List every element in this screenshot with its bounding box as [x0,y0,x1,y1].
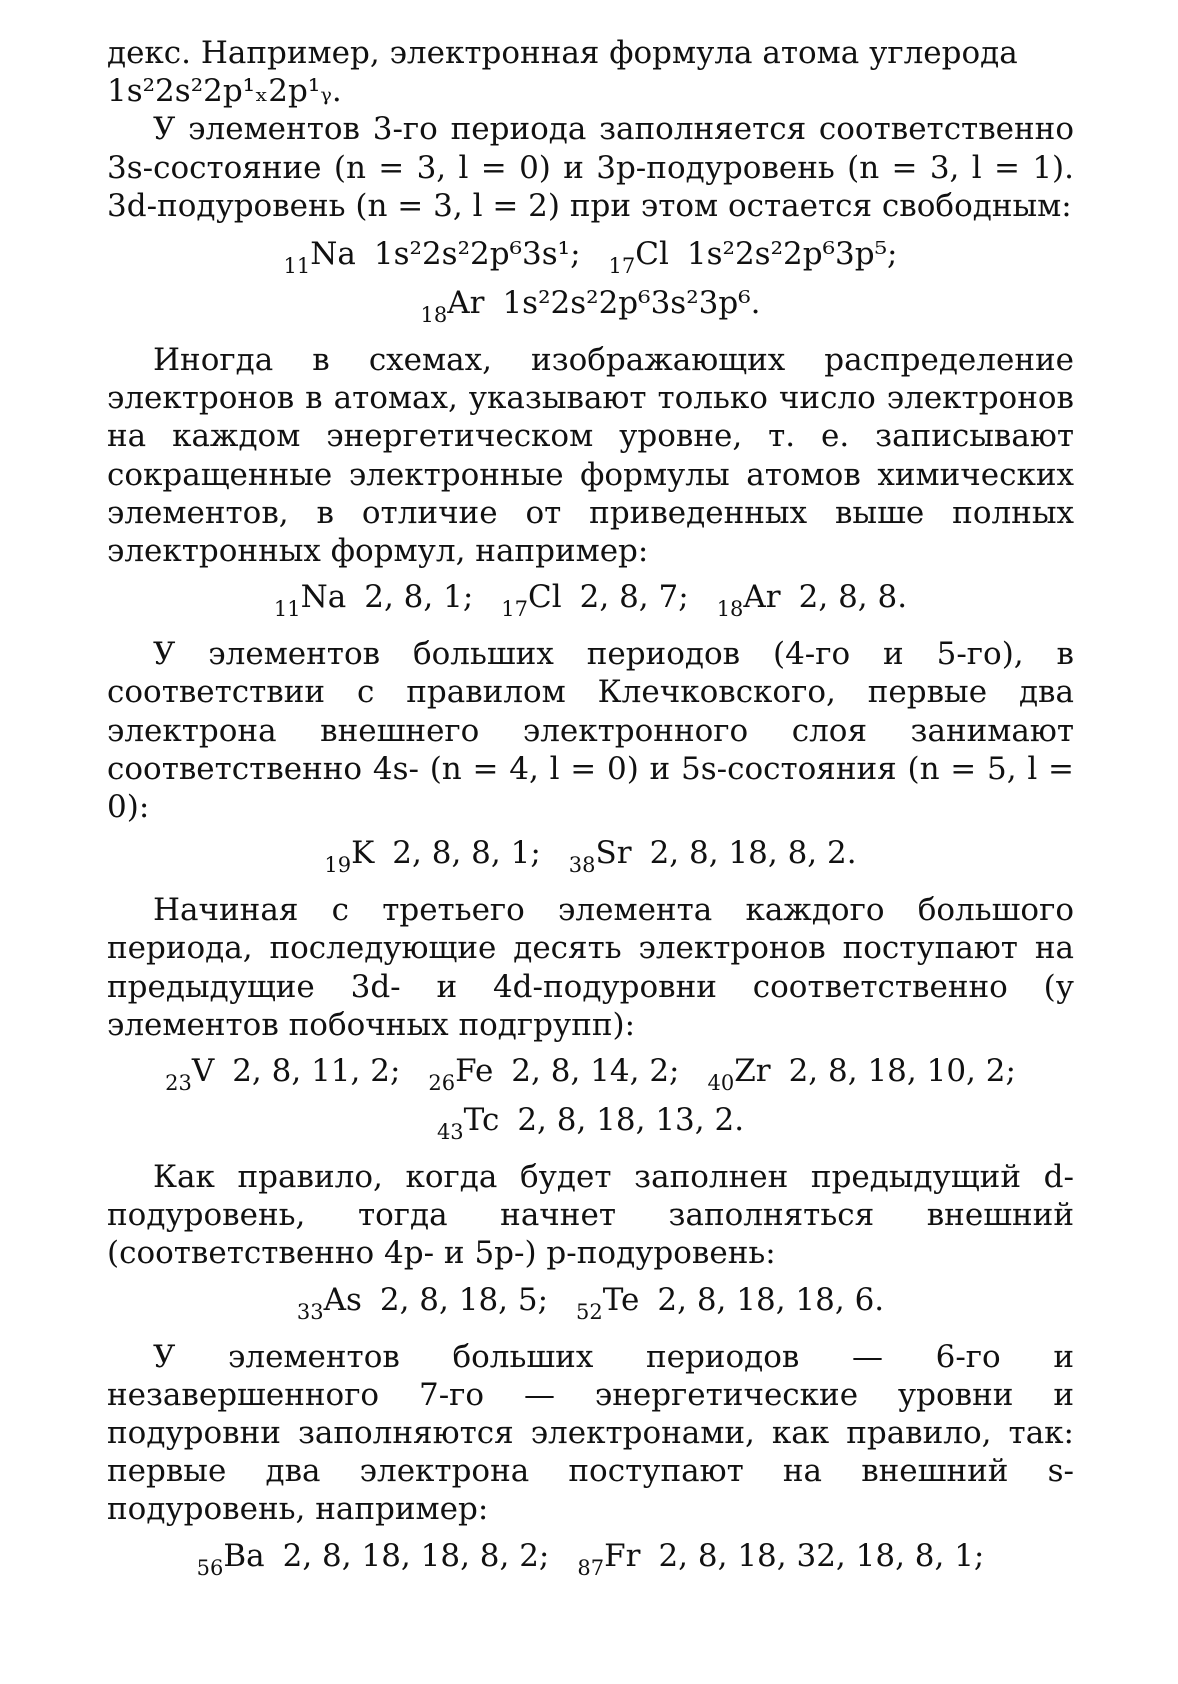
atomic-number: 43 [436,1120,464,1145]
element-symbol: Te [602,1281,640,1318]
element-entry [576,1281,885,1324]
atomic-number: 26 [428,1071,456,1096]
paragraph-7: У элементов больших периодов — 6-го и незавершенного 7-го — энергетические уровни и подуровни заполняются электронами, как правило, так: первые два электрона поступают на внешний s-подуровень, например: [107,1338,1074,1528]
element-symbol: Cl [528,579,562,616]
element-symbol: Na [310,236,356,273]
element-entry [296,1281,549,1324]
element-symbol: Ba [223,1537,265,1574]
atomic-number: 52 [576,1299,603,1324]
paragraph-5: Начиная с третьего элемента каждого большого периода, последующие десять электронов поступают на предыдущие 3d- и 4d-подуровни соответственно (у элементов побочных подгрупп): [107,892,1074,1043]
atomic-number: 11 [283,254,311,279]
atomic-number: 18 [420,303,448,328]
electron-configuration: 2, 8, 7; [579,579,689,616]
electron-configuration: 1s²2s²2p⁶3s²3p⁶. [502,285,761,322]
element-entry [436,1102,745,1145]
atomic-number: 11 [273,597,301,622]
electron-configuration: 1s²2s²2p⁶3s¹; [373,236,581,273]
electron-configuration: 2, 8, 18, 32, 18, 8, 1; [658,1537,985,1574]
atomic-number: 33 [296,1299,324,1324]
element-entry [165,1053,401,1096]
carbon-electron-formula: 1s²2s²2p¹ₓ2p¹ᵧ. [107,73,342,110]
atomic-number: 40 [707,1071,735,1096]
formula-row-3 [107,578,1074,622]
electron-configuration: 2, 8, 14, 2; [511,1053,680,1090]
element-entry [501,579,689,622]
element-symbol: V [191,1053,215,1090]
formula-row-8 [107,1537,1074,1578]
element-symbol: Ar [743,579,781,616]
atomic-number: 87 [577,1555,605,1580]
element-symbol: Tc [463,1102,500,1139]
element-symbol: Zr [734,1053,771,1090]
atomic-number: 56 [196,1555,224,1580]
formula-row-5 [107,1052,1074,1096]
electron-configuration: 2, 8, 18, 18, 8, 2; [282,1537,550,1574]
paragraph-3: Иногда в схемах, изображающих распределение электронов в атомах, указывают только число электронов на каждом энергетическом уровне, т. е. записывают сокращенные электронные формулы атомов химических элементов, в отличие от приведенных выше полных электронных формул, например: [107,342,1074,570]
element-entry [608,236,898,279]
element-symbol: Fr [604,1537,641,1574]
formula-row-4 [107,834,1074,878]
element-symbol: Ar [447,285,485,322]
atomic-number: 17 [608,254,636,279]
formula-row-6 [107,1101,1074,1145]
element-symbol: As [323,1281,362,1318]
paragraph-2: У элементов 3-го периода заполняется соответственно 3s-состояние (n = 3, l = 0) и 3p-подуровень (n = 3, l = 1). 3d-подуровень (n = 3, l = 2) при этом остается свободным: [107,111,1074,224]
electron-configuration: 1s²2s²2p⁶3p⁵; [686,236,898,273]
element-entry [577,1537,985,1580]
paragraph-6: Как правило, когда будет заполнен предыдущий d-подуровень, тогда начнет заполняться внешний (соответственно 4p- и 5p-) p-подуровень: [107,1159,1074,1272]
element-entry [568,835,857,878]
paragraph-1 [107,34,1074,110]
element-entry [324,835,541,878]
element-symbol: Na [300,579,347,616]
element-symbol: Sr [595,835,632,872]
element-entry [273,579,474,622]
atomic-number: 17 [501,597,529,622]
formula-row-7 [107,1281,1074,1322]
atomic-number: 38 [568,853,596,878]
element-entry [716,579,908,622]
formula-row-1 [107,235,1074,279]
element-entry [428,1053,680,1096]
element-symbol: K [351,835,375,872]
electron-configuration: 2, 8, 8, 1; [392,835,541,872]
electron-configuration: 2, 8, 11, 2; [232,1053,401,1090]
electron-configuration: 2, 8, 8. [798,579,908,616]
paragraph-1-text: декс. Например, электронная формула атома углерода [107,35,1018,71]
element-entry [420,285,761,328]
electron-configuration: 2, 8, 18, 18, 6. [657,1281,885,1318]
element-entry [283,236,581,279]
electron-configuration: 2, 8, 18, 8, 2. [649,835,857,872]
element-symbol: Cl [635,236,669,273]
electron-configuration: 2, 8, 18, 5; [379,1281,549,1318]
atomic-number: 18 [716,597,744,622]
element-entry [196,1537,550,1580]
paragraph-4: У элементов больших периодов (4-го и 5-го), в соответствии с правилом Клечковского, первые два электрона внешнего электронного слоя занимают соответственно 4s- (n = 4, l = 0) и 5s-состояния (n = 5, l = 0): [107,636,1074,826]
electron-configuration: 2, 8, 1; [364,579,474,616]
electron-configuration: 2, 8, 18, 10, 2; [788,1053,1016,1090]
element-entry [707,1053,1016,1096]
formula-row-2 [107,284,1074,328]
element-symbol: Fe [455,1053,494,1090]
electron-configuration: 2, 8, 18, 13, 2. [517,1102,745,1139]
atomic-number: 19 [324,853,352,878]
atomic-number: 23 [165,1071,192,1096]
